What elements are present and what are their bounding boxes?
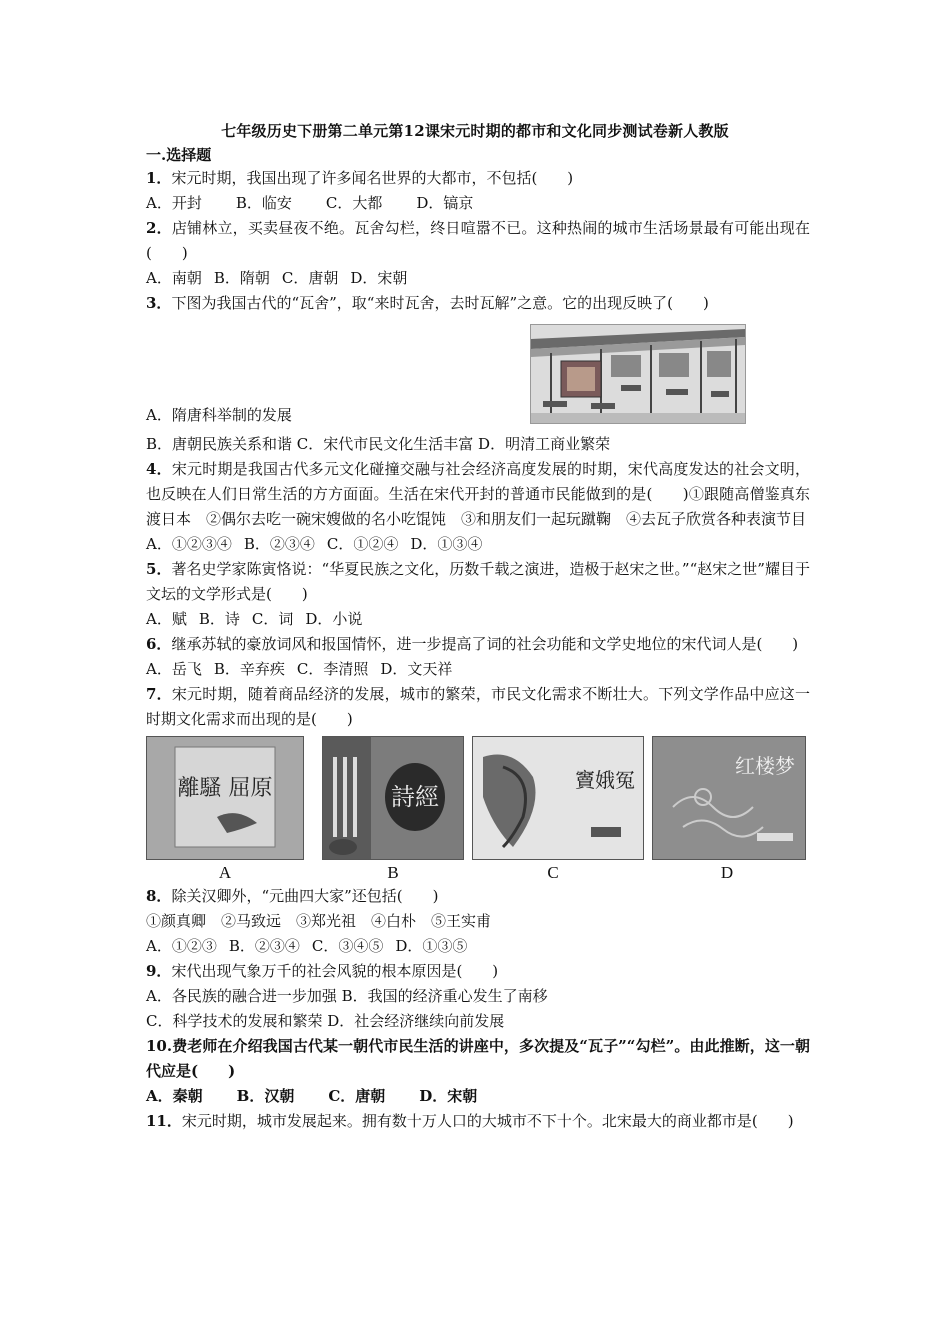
book-c-title: 竇娥冤 [575,768,635,792]
option-a: A．岳飞 [146,660,202,678]
section-heading: 一.选择题 [146,146,212,164]
question-3-figure-block [146,316,810,432]
question-8-options [146,934,810,959]
question-11 [146,1109,810,1134]
option-b: B．②③④ [228,937,300,955]
option-d: D．①③⑤ [395,937,468,955]
question-text: 宋元时期是我国古代多元文化碰撞交融与社会经济高度发展的时期，宋代高度发达的社会文明，也反映在人们日常生活的方方面面。生活在宋代开封的普通市民能做到的是( ) [146,460,810,503]
wa-she-illustration [530,324,746,424]
question-1-options [146,191,810,216]
question-text: 宋元时期，随着商品经济的发展，城市的繁荣，市民文化需求不断壮大。下列文学作品中应这一时期文化需求而出现的是( ) [146,685,810,728]
question-5-options [146,607,810,632]
question-7-book-images [146,736,810,884]
option-b: B．诗 [198,610,240,628]
option-d: D．镐京 [416,194,474,212]
question-text: 费老师在介绍我国古代某一朝代市民生活的讲座中，多次提及“瓦子”“勾栏”。由此推断，这一朝代应是( ) [146,1037,810,1080]
question-text: 继承苏轼的豪放词风和报国情怀，进一步提高了词的社会功能和文学史地位的宋代词人是( ) [171,635,799,653]
question-text: 宋元时期，城市发展起来。拥有数十万人口的大城市不下十个。北宋最大的商业都市是( ) [181,1112,794,1130]
question-4 [146,457,810,532]
option-c: C．李清照 [296,660,369,678]
question-10-options [146,1084,810,1109]
question-number: 6． [146,635,172,653]
option-a: A．南朝 [146,269,202,287]
question-10 [146,1034,810,1084]
page-title: 七年级历史下册第二单元第12课宋元时期的都市和文化同步测试卷新人教版 [221,122,729,140]
option-b: B．辛弃疾 [213,660,285,678]
question-number: 11． [146,1112,182,1130]
question-9-options-row1: A．各民族的融合进一步加强 B．我国的经济重心发生了南移 [146,987,548,1005]
question-number: 7． [146,685,172,703]
option-d: D．文天祥 [380,660,453,678]
book-label-b: B [387,863,399,882]
question-text: 宋元时期，我国出现了许多闻名世界的大都市，不包括( ) [171,169,574,187]
question-9-options-row2: C．科学技术的发展和繁荣 D．社会经济继续向前发展 [146,1012,505,1030]
option-c: C．大都 [325,194,383,212]
question-number: 9． [146,962,172,980]
option-b: B．汉朝 [236,1087,295,1105]
option-a: A．①②③④ [146,535,232,553]
option-a: A．开封 [146,194,202,212]
question-8 [146,884,810,909]
option-c: C．③④⑤ [311,937,384,955]
question-number: 8． [146,887,172,905]
question-number: 1． [146,169,172,187]
question-8-items: ①颜真卿 ②马致远 ③郑光祖 ④白朴 ⑤王实甫 [146,912,492,930]
question-7 [146,682,810,732]
question-9 [146,959,810,984]
option-c: C．词 [251,610,294,628]
question-text: 宋代出现气象万千的社会风貌的根本原因是( ) [171,962,499,980]
question-3 [146,291,810,316]
option-b: B．临安 [235,194,292,212]
question-1 [146,166,810,191]
option-b: B．隋朝 [213,269,270,287]
question-number: 10. [146,1037,173,1055]
question-number: 4． [146,460,172,478]
question-6-options [146,657,810,682]
question-3-options: B．唐朝民族关系和谐 C．宋代市民文化生活丰富 D．明清工商业繁荣 [146,435,611,453]
option-b: B．②③④ [243,535,315,553]
book-cover-b [322,736,464,860]
question-text: 店铺林立，买卖昼夜不绝。瓦舍勾栏，终日喧嚣不已。这种热闹的城市生活场景最有可能出现在( ) [146,219,810,262]
book-label-c: C [547,863,559,882]
option-a: A．①②③ [146,937,217,955]
option-c: C．唐朝 [328,1087,386,1105]
book-d-title: 红楼梦 [735,754,795,778]
book-label-d: D [720,863,734,882]
option-c: C．唐朝 [281,269,339,287]
option-d: D．宋朝 [350,269,408,287]
option-c: C．①②④ [326,535,399,553]
question-number: 2． [146,219,172,237]
question-text: 著名史学家陈寅恪说：“华夏民族之文化，历数千载之演进，造极于赵宋之世。”“赵宋之世”耀目于文坛的文学形式是( ) [146,560,811,603]
option-d: D．宋朝 [419,1087,478,1105]
book-a-title: 離騷 屈原 [177,776,273,801]
question-number: 3． [146,294,172,312]
question-2 [146,216,810,266]
question-4-options [146,532,810,557]
option-d: D．①③④ [410,535,483,553]
question-text: 除关汉卿外，“元曲四大家”还包括( ) [171,887,439,905]
book-label-a: A [218,863,232,882]
question-text: 下图为我国古代的“瓦舍”，取“来时瓦舍，去时瓦解”之意。它的出现反映了( ) [171,294,709,312]
book-cover-c [472,736,644,860]
question-list [146,166,810,1134]
question-items: ①跟随高僧鉴真东渡日本 ②偶尔去吃一碗宋嫂做的名小吃馄饨 ③和朋友们一起玩蹴鞠 ④去瓦子欣赏各种表演节目 [146,485,810,528]
option-a: A．隋唐科举制的发展 [146,406,292,424]
question-number: 5． [146,560,172,578]
option-a: A．赋 [146,610,187,628]
question-5 [146,557,810,607]
question-6 [146,632,810,657]
book-b-title: 詩經 [391,783,439,811]
option-d: D．小说 [305,610,363,628]
option-a: A．秦朝 [146,1087,203,1105]
question-2-options [146,266,810,291]
book-cover-a [146,736,304,860]
book-cover-d [652,736,806,860]
